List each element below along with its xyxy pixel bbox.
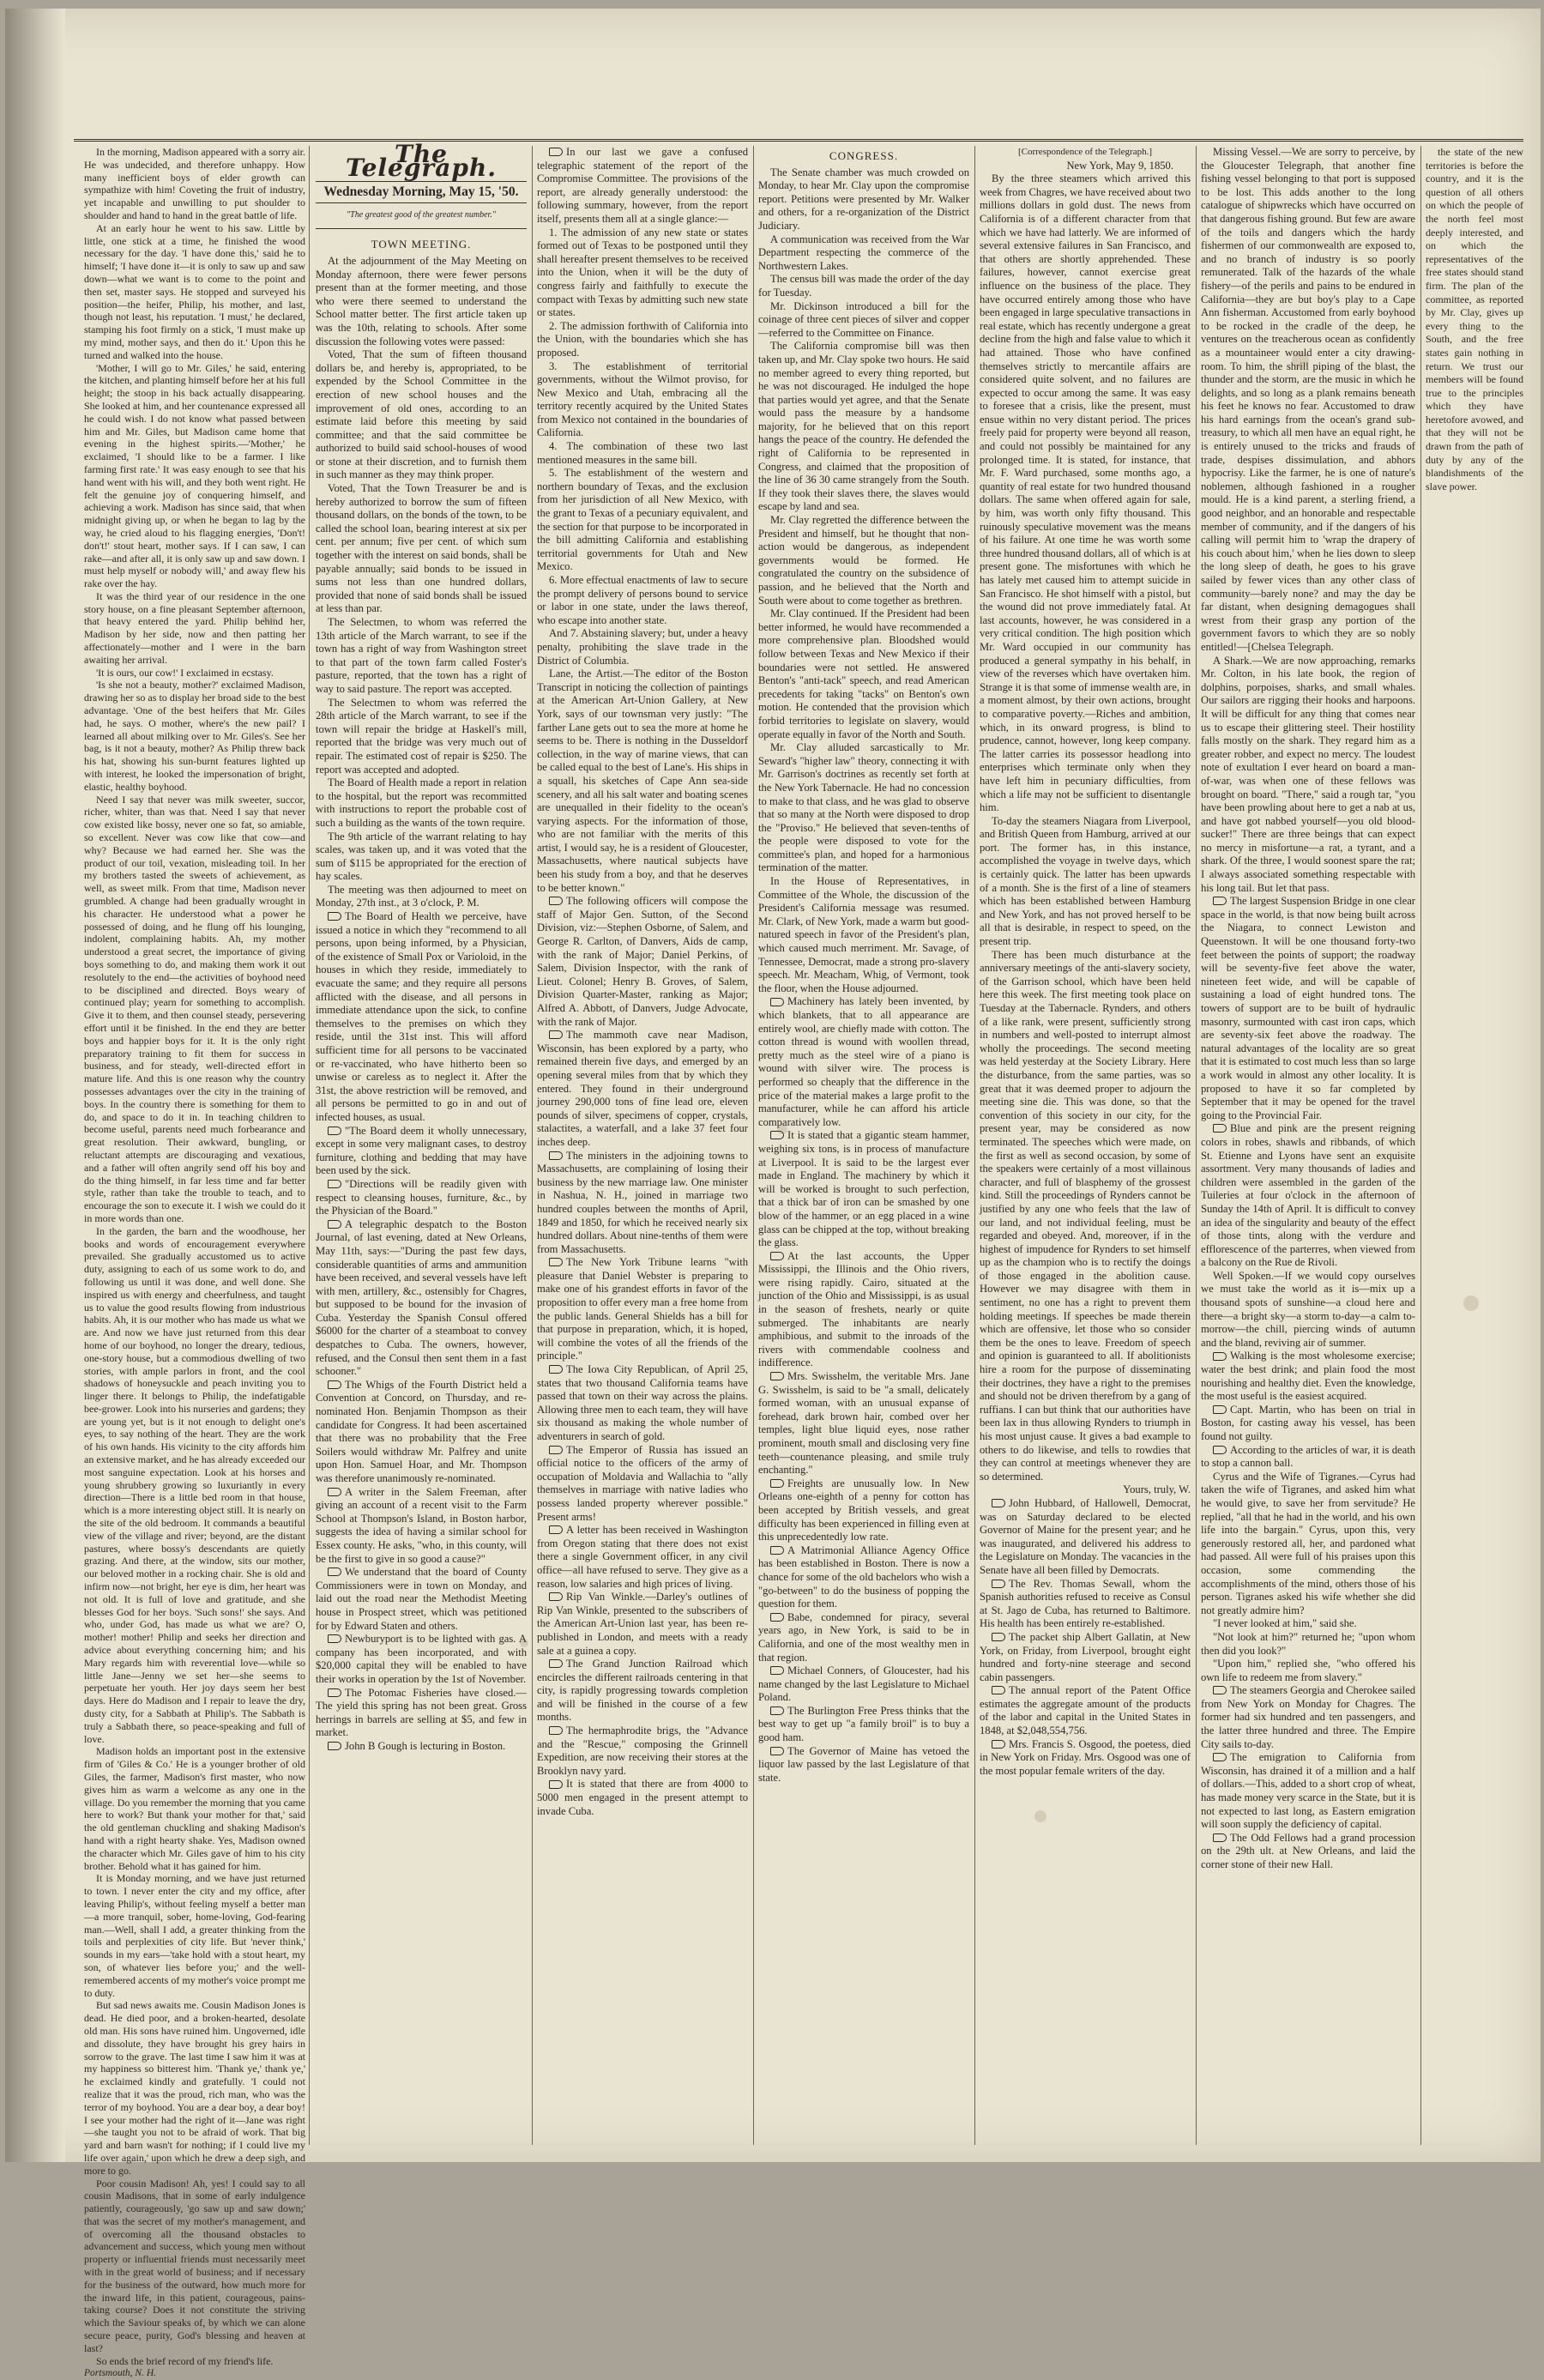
- article-paragraph: Blue and pink are the present reigning colors in robes, shawls and ribbands, of which St. Etienne and Lyons have sent an exquisite assortment. Very many thousands of ladies and children were assembled in the garden of the Tuileries at four o'clock in the afternoon of Sunday the 14th of April. It is difficult to convey an idea of the singularity and beauty of the effect of those tints, along with the verdure and efflorescence of the parterres, when viewed from a balcony on the Rue de Rivoli.: [1201, 1122, 1415, 1269]
- article-paragraph: The census bill was made the order of the day for Tuesday.: [758, 273, 969, 299]
- paper-stain: [1034, 1810, 1046, 1822]
- article-paragraph: The Potomac Fisheries have closed.—The yield this spring has not been great. Gross herrings in barrels are selling at $5, and few in market.: [316, 1686, 527, 1739]
- paper-stain: [520, 1639, 528, 1647]
- pointing-hand-icon: [1213, 1352, 1227, 1361]
- pointing-hand-icon: [328, 1742, 341, 1750]
- column-2-local-news: [316, 140, 528, 2145]
- top-rule: [74, 139, 1523, 142]
- article-paragraph: Machinery has lately been invented, by which blankets, that to all appearance are entirely wool, are chiefly made with cotton. The cotton thread is wound with woollen thread, pretty much as the steel wire of a piano is wound with silver wire. The process is performed so cheaply that the difference in the price of the material makes a large profit to the manufacturer, while he can afford his article comparatively low.: [758, 995, 969, 1128]
- article-paragraph: A writer in the Salem Freeman, after giving an account of a recent visit to the Farm School at Thompson's Island, in Boston harbor, suggests the idea of having a similar school for Essex county. He asks, "who, in this county, will be the first to give in so good a cause?": [316, 1485, 527, 1565]
- article-paragraph: Capt. Martin, who has been on trial in Boston, for casting away his vessel, has been found not guilty.: [1201, 1403, 1415, 1442]
- pointing-hand-icon: [1213, 1446, 1227, 1454]
- story-byline: Portsmouth, N. H.: [84, 2368, 157, 2379]
- article-paragraph: Babe, condemned for piracy, several years ago, in New York, is said to be in California, and one of the most wealthy men in that region.: [758, 1610, 969, 1664]
- masthead-title: The Telegraph.: [345, 140, 498, 182]
- article-paragraph: "I never looked at him," said she.: [1213, 1617, 1357, 1630]
- article-paragraph: The New York Tribune learns "with pleasure that Daniel Webster is preparing to make one of his grandest efforts in favor of the proposition to offer every man a free home from the public lands. General Shields has a bill for that purpose in preparation, which, it is hoped, will combine the votes of all the friends of the principle.": [537, 1256, 748, 1362]
- article-paragraph: Mr. Clay continued. If the President had been better informed, he would have recommended a more comprehensive plan. Bloodshed would follow between Texas and New Mexico if their boundaries were not settled. He answered Benton's "anti-tack" speech, and read American precedents for taking "tacks" on Benton's own motion. He contended that the provision which forbid territories to legislate on slavery, would operate equally in favor of the North and South.: [758, 607, 969, 740]
- article-paragraph: 6. More effectual enactments of law to secure the prompt delivery of persons bound to service or labor in one state, under the laws thereof, who escape into another state.: [537, 574, 748, 626]
- article-paragraph: 'Mother, I will go to Mr. Giles,' he said, entering the kitchen, and planting himself before her at his full height; the stoop in his back actually disappearing. She looked at him, and her countenance expressed all he could wish. I do not know what passed between him and Mr. Giles, but Madison came home that evening in the highest spirits.—'Mother,' he exclaimed, 'I should like to be a farmer. I like farming first rate.' It was easy enough to see that his hand went with his will, and they both went right. He felt the genuine joy of conquering himself, and achieving a work. Madison has since said, that when midnight giving up, or when he began to lag by the way, he cried aloud to his flagging energies, 'Don't! don't!' stout heart, mother says. If I can saw, I can rake—and after all, it is only saw up and saw down. I must help myself or nobody will,' and away flew his rake over the hay.: [84, 361, 305, 590]
- article-paragraph: 3. The establishment of territorial governments, without the Wilmot proviso, for New Mexico and Utah, embracing all the territory recently acquired by the United States from Mexico not contained in the boundaries of California.: [537, 359, 748, 439]
- article-paragraph: The Board of Health we perceive, have issued a notice in which they "recommend to all persons, upon being informed, by a Physician, of the existence of Small Pox or Varioloid, in the houses in which they reside, immediately to evacuate the same; and they require all persons afflicted with the disease, and all persons in immediate attendance upon the sick, to confine themselves to the premises on which they reside, until the 31st inst. This will afford sufficient time for all persons to be vaccinated or re-vaccinated, who have hitherto been so unwise or careless as to neglect it. After the 31st, the above restriction will be removed, and all persons be permitted to go in and out of infected houses, as usual.: [316, 910, 528, 1123]
- article-paragraph: A Shark.—We are now approaching, remarks Mr. Colton, in his late book, the region of dolphins, porpoises, sharks, and small whales. Our sailors are rigging their hooks and harpoons. It will be difficult for any thing that comes near us to escape their glittering steel. Their hostility falls mostly on the shark. They regard him as a greater robber, and expect no mercy. The loudest note of exultation I ever heard on board a man-of-war, was when one of these fellows was brought on board. "There," said a rough tar, "you have been prowling about here to get a nab at us, and have got nabbed yourself—you old blood-sucker!" There are three beings that can expect no mercy in misfortune—a rat, a tyrant, and a shark. Of the three, I would soonest spare the rat; I always associated something respectable with his long tail. But let that pass.: [1201, 654, 1415, 894]
- article-paragraph: And 7. Abstaining slavery; but, under a heavy penalty, prohibiting the slave trade in the District of Columbia.: [537, 627, 748, 667]
- article-paragraph: 'It is ours, our cow!' I exclaimed in ecstasy.: [96, 666, 274, 679]
- article-paragraph: Mr. Dickinson introduced a bill for the coinage of three cent pieces of silver and copper—referred to the Committee on Finance.: [758, 299, 969, 339]
- column-separator: [532, 146, 533, 2145]
- pointing-hand-icon: [328, 1634, 341, 1643]
- article-paragraph: The Odd Fellows had a grand procession on the 29th ult. at New Orleans, and laid the corner stone of their new Hall.: [1201, 1831, 1415, 1870]
- column-7-partial: [1426, 146, 1523, 2145]
- column-2-paragraphs: [316, 255, 527, 1754]
- article-paragraph: The largest Suspension Bridge in one clear space in the world, is that now being built across the Niagara, to connect Lewiston and Queenstown. It will be one thousand forty-two feet between the points of support; the roadway will be seventy-five feet above the water, nineteen feet wide, and will be capable of sustaining a load of eight hundred tons. The towers of support are to be built of hydraulic masonry, surmounted with cast iron caps, which are seventy-six feet above the roadway. The natural advantages of the locality are so great that it is estimated to cost much less than so large a work would in almost any other locality. It is proposed to have it so far completed by September that it may be opened for the travel going to the Provincial Fair.: [1201, 895, 1415, 1121]
- article-paragraph: It is Monday morning, and we have just returned to town. I never enter the city and my office, after leaving Philip's, without feeling myself a better man—a more tranquil, sober, home-loving, God-fearing man.—Well, shall I add, a greater thinking from the toils and perplexities of city life. But 'never think,' sounds in my ears—'take hold with a stout heart, my son, of whatever lies before you;' and the well-remembered accents of my mother's voice prompt me to duty.: [84, 1872, 305, 1999]
- pointing-hand-icon: [549, 1365, 563, 1374]
- article-paragraph: 5. The establishment of the western and northern boundary of Texas, and the exclusion from her jurisdiction of all New Mexico, with the grant to Texas of a pecuniary equivalent, and the section for that purpose to be incorporated in the bill admitting California and establishing territorial governments for Utah and New Mexico.: [537, 467, 748, 573]
- pointing-hand-icon: [549, 148, 563, 156]
- article-paragraph: The annual report of the Patent Office estimates the aggregate amount of the products of the labor and capital in the United States in 1848, at $2,048,554,756.: [980, 1684, 1191, 1737]
- article-paragraph: "The Board deem it wholly unnecessary, except in some very malignant cases, to destroy furniture, clothing and bedding that may have been used by the sick.: [316, 1124, 527, 1177]
- article-paragraph: The emigration to California from Wisconsin, has drained it of a million and a half of dollars.—This, added to a short crop of wheat, has made money very scarce in the State, but it is not expected to last long, as Eastern emigration will soon supply the deficiency of capital.: [1201, 1751, 1415, 1831]
- article-paragraph: 'Is she not a beauty, mother?' exclaimed Madison, drawing her so as to display her broad side to the best advantage. 'One of the best heifers that Mr. Giles had, he says. O mother, where's the new pail? I learned all about milking over to Mr. Giles's. See her bag, is it not a beauty, mother? As Philip threw back his hat, showing his sun-burnt features lighted up with interest, he looked the impersonation of bright, elastic, healthy boyhood.: [84, 679, 305, 793]
- pointing-hand-icon: [549, 897, 563, 905]
- pointing-hand-icon: [770, 1706, 784, 1715]
- article-paragraph: The Selectmen, to whom was referred the 13th article of the March warrant, to see if the town has a right of way from Washington street to that part of the town farm called Foster's pasture, reported, that the town has a right of way to said pasture. The report was accepted.: [316, 616, 527, 695]
- article-paragraph: 2. The admission forthwith of California into the Union, with the boundaries which she has proposed.: [537, 319, 748, 359]
- column-7-paragraphs: [1426, 146, 1523, 493]
- article-paragraph: The Governor of Maine has vetoed the liquor law passed by the last Legislature of that state.: [758, 1744, 969, 1784]
- article-paragraph: The packet ship Albert Gallatin, at New York, on Friday, from Liverpool, brought eight hundred and forty-nine steerage and second cabin passengers.: [980, 1630, 1191, 1683]
- pointing-hand-icon: [992, 1686, 1005, 1694]
- article-paragraph: The Grand Junction Railroad which encircles the different railroads centering in that city, is rapidly progressing towards completion and will be finished in the course of a few months.: [537, 1658, 748, 1724]
- article-paragraph: Mr. Clay alluded sarcastically to Mr. Seward's "higher law" theory, connecting it with Mr. Garrison's doctrines as recently set forth at the New York Tabernacle. He had no concession to make to that class, and he was glad to observe that so many at the North were disposed to drop the "Proviso." He believed that seven-tenths of the people were disposed to vote for the committee's plan, and hoped for a harmonious termination of the matter.: [758, 741, 969, 874]
- paper-stain: [1463, 1296, 1479, 1311]
- column-separator: [974, 146, 975, 2145]
- article-paragraph: Well Spoken.—If we would copy ourselves we must take the world as it is—mix up a thousand spots of sunshine—a cloud here and there—a bright sky—a storm to-day—a calm to-morrow—the chill, piercing winds of autumn and the bland, reviving air of summer.: [1201, 1269, 1415, 1349]
- article-paragraph: "Upon him," replied she, "who offered his own life to redeem me from slavery.": [1201, 1658, 1415, 1683]
- pointing-hand-icon: [549, 1258, 563, 1266]
- article-paragraph: By the three steamers which arrived this week from Chagres, we have received about two millions dollars in gold dust. The news from California is of a different character from that which we have had latterly. We are informed of several extensive failures in San Francisco, and that others are shortly apprehended. These failures, however, cannot exercise great influence on the business of the place. They have occurred entirely among those who have been engaged in large speculative transactions in real estate, which has recently undergone a great decline from the high and false value to which it had attained. Those who have confined themselves strictly to mercantile affairs are considered quite solvent, and no failures are expected to occur among the same. It was easy to foresee that a crisis, like the present, must ensue within no very distant period. The prices freely paid for property were beyond all reason, and could not possibly be maintained for any prolonged time. It is stated, for instance, that Mr. F. Ward purchased, some months ago, a quantity of real estate for two hundred thousand dollars. The same when offered again for sale, by him, was worth only fifty thousand. This ruinously speculative movement was the means of his failure. At one time he was worth some three hundred thousand dollars, all of which is at present gone. The misfortunes with which he has lately met caused him to attempt suicide in San Francisco. He shot himself with a pistol, but the wound did not prove immediately fatal. At last accounts, however, he was considered in a very critical condition. The high position which Mr. Ward occupied in our community has produced a general sympathy in his behalf, in view of the reverses which have overtaken him. Strange it is that some of immense wealth are, in a moment almost, by their own actions, brought to comparative poverty.—Riches and ambition, which, in its onward progress, is blind to prudence, cannot, however, long keep company. The latter carries its possessor headlong into enterprises which terminate only when they have left him in pecuniary difficulties, from which a life may not be sufficient to disentangle him.: [980, 172, 1191, 814]
- pointing-hand-icon: [549, 1446, 563, 1454]
- column-5-paragraphs: [980, 172, 1191, 1483]
- pointing-hand-icon: [770, 1613, 784, 1622]
- article-paragraph: But sad news awaits me. Cousin Madison Jones is dead. He died poor, and a broken-hearted, desolate old man. His sons have ruined him. Ungoverned, idle and dissolute, they have brought his grey hairs in sorrow to the grave. The last time I saw him it was at my happiness so bitterest him. 'Thank ye,' thank ye,' he exclaimed kindly and gratefully. 'I could not realize that it was the proud, rich man, who was the terror of my boyhood. You are a dear boy, a dear boy! I see your mother had the right of it—Jane was right—she taught you not to be afraid of work. That big yard and barn wasn't for nothing; if I could live my life over again,' upon which he drew a deep sigh, and more to go.: [84, 1999, 305, 2177]
- article-paragraph: The following officers will compose the staff of Major Gen. Sutton, of the Second Division, viz:—Stephen Osborne, of Salem, and George R. Carlton, of Danvers, Aids de camp, with the rank of Major; Daniel Perkins, of Salem, Division Inspector, with the rank of Lieut. Colonel; Henry B. Groves, of Salem, Division Quarter-Master, ranking as Major; Alfred A. Abbott, of Danvers, Judge Advocate, with the rank of Major.: [537, 895, 748, 1028]
- column-6-miscellany: [1201, 146, 1415, 2145]
- pointing-hand-icon: [549, 1525, 563, 1534]
- article-paragraph: Madison holds an important post in the extensive firm of 'Giles & Co.' He is a younger brother of old Giles, the farmer, Madison's first master, who now gives him as warm a welcome as any one in the village. Do you remember the morning that you came here to work? But thank your mother for that,' said the old gentleman chuckling and shaking Madison's hand with a right hearty shake. Yes, Madison owned the character which Mr. Giles gave of him to his city brother. Behold what it has gained for him.: [84, 1745, 305, 1872]
- pointing-hand-icon: [992, 1580, 1005, 1588]
- article-paragraph: Rip Van Winkle.—Darley's outlines of Rip Van Winkle, presented to the subscribers of the American Art-Union last year, has been re-published in London, and meets with a ready sale at a guinea a copy.: [537, 1591, 748, 1657]
- article-paragraph: 4. The combination of these two last mentioned measures in the same bill.: [537, 440, 748, 466]
- article-paragraph: It is stated that a gigantic steam hammer, weighing six tons, is in process of manufacture at Liverpool. It is said to be the largest ever made in England. The machinery by which it will be worked is brought to such perfection, that a thick bar of iron can be smashed by one blow of the hammer, or an egg placed in a wine glass can be chipped at the top, without breaking the glass.: [758, 1129, 969, 1249]
- column-4-congress: [758, 146, 969, 2145]
- article-paragraph: "Directions will be readily given with respect to cleansing houses, furniture, &c., by the Physician of the Board.": [316, 1177, 527, 1217]
- pointing-hand-icon: [549, 1151, 563, 1160]
- article-paragraph: John B Gough is lecturing in Boston.: [316, 1740, 527, 1754]
- paper-stain: [777, 1124, 787, 1134]
- article-paragraph: We understand that the board of County Commissioners were in town on Monday, and laid out the road near the Methodist Meeting house in Prospect street, which was petitioned for by Edward Staten and others.: [316, 1566, 527, 1632]
- pointing-hand-icon: [549, 1659, 563, 1668]
- article-paragraph: The steamers Georgia and Cherokee sailed from New York on Monday for Chagres. The former had six hundred and ten passengers, and the latter three hundred and three. The Empire City sails to-day.: [1201, 1684, 1415, 1750]
- article-paragraph: There has been much disturbance at the anniversary meetings of the anti-slavery society, of the Garrison school, which have been held here this week. The first meeting took place on Tuesday at the Tabernacle. Rynders, and others of a like rank, were present, sufficiently strong in numbers and well-posted to interrupt almost wholly the proceedings. The second meeting was held yesterday at the Society Library. Here the disturbance, from the same parties, was so great that it was deemed proper to adjourn the meeting sine die. This was done, so that the convention of this society in our city, for the present year, may be considered as now terminated. The speeches which were made, on the first as well as second occasion, by some of the speakers were certainly of a most villainous character, and full of blasphemy of the grossest kind. Still the proceedings of Rynders cannot be justified by any one who feels that the law of our land, and not individual feeling, must be regarded and obeyed. And, moreover, if in the highest of impudence for Rynders to set himself up as the champion who is to rectify the doings of those engaged in the abolition cause. However we may disagree with them in sentiment, no one has a right to prevent them holding meetings. If speeches be made therein which are offensive, let those who so consider them be the ones to leave. Freedom of speech and opinion is guaranteed to all. If abolitionists hire a room for the purpose of disseminating their doctrines, they have a right to the premises and should not be driven therefrom by a gang of ruffians. I can but think that our authorities have been lax in thus allowing Rynders to triumph in his most unjust cause. It gives a bad example to others to do likewise, and tells to rowdies that they can control at meetings whenever they are so determined.: [980, 948, 1191, 1483]
- article-paragraph: Newburyport is to be lighted with gas. A company has been incorporated, and with $20,000 capital they will be enabled to have their works in operation by the 1st of November.: [316, 1633, 527, 1685]
- pointing-hand-icon: [328, 1127, 341, 1135]
- pointing-hand-icon: [1213, 1405, 1227, 1414]
- column-5-correspondence: [980, 146, 1191, 2145]
- article-paragraph: In the morning, Madison appeared with a sorry air. He was undecided, and therefore unhappy. How many inefficient boys of elder growth can sympathize with him! Coveting the fruit of industry, yet incapable and unwilling to put shoulder to shoulder and hand to hand in the great battle of life.: [84, 146, 305, 221]
- pointing-hand-icon: [549, 1726, 563, 1735]
- pointing-hand-icon: [770, 1546, 784, 1555]
- article-paragraph: Poor cousin Madison! Ah, yes! I could say to all cousin Madisons, that in some of early indulgence patiently, courageously, 'go saw up and saw down;' that was the secret of my mother's management, and of overcoming all the thousand obstacles to advancement and success, which young men without property or influential friends must necessarily meet with in the great world of business; and if necessary for the business of the outward, how much more for the inward life, in this patient, courageous, pains-taking course? Does it not constitute the striving which the Saviour speaks of, by which we can alone secure peace, purity, God's blessing and heaven at last?: [84, 2177, 305, 2354]
- article-paragraph: A communication was received from the War Department respecting the commerce of the Northwestern Lakes.: [758, 233, 969, 272]
- pointing-hand-icon: [770, 1747, 784, 1755]
- article-paragraph: To-day the steamers Niagara from Liverpool, and British Queen from Hamburg, arrived at our port. The former has, in this instance, accomplished the voyage in twelve days, which is certainly quick. The latter has been upwards of a month. She is the first of a line of steamers which has been established between Hamburg and New York, and has not proved herself to be all that is desirable, in respect to speed, on the present trip.: [980, 814, 1191, 948]
- pointing-hand-icon: [1213, 1753, 1227, 1761]
- pointing-hand-icon: [1213, 897, 1227, 905]
- article-paragraph: Mrs. Swisshelm, the veritable Mrs. Jane G. Swisshelm, is said to be "a small, delicately formed woman, with an unusual expanse of forehead, dark brown hair, combed over her temples, light blue liquid eyes, nose rather prominent, mouth small and disclosing very fine teeth—countenance pleasing, and smile truly enchanting.": [758, 1370, 969, 1477]
- article-paragraph: Voted, That the sum of fifteen thousand dollars be, and hereby is, appropriated, to be expended by the School Committee in the erection of new school houses and the improvement of old ones, according to an estimate laid before this meeting by said committee; and that the said committee be authorized to build said school-houses of wood or stone at their discretion, and to furnish them in such manner as they may think proper.: [316, 348, 527, 481]
- column-separator: [309, 146, 310, 2145]
- pointing-hand-icon: [770, 1479, 784, 1488]
- column-separator: [1196, 146, 1197, 2145]
- article-paragraph: A telegraphic despatch to the Boston Journal, of last evening, dated at New Orleans, May 11th, says:—"During the past few days, considerable quantities of arms and ammunition have been received, and several vessels have left with men, artillery, &c., ostensibly for Chagres, but supposed to be bound for the invasion of Cuba. Yesterday the Spanish Consul offered $6000 for the charter of a steamboat to convey despatches to Cuba. The owners, however, refused, and the Consul then sent them in a fast schooner.": [316, 1217, 527, 1378]
- article-paragraph: John Hubbard, of Hallowell, Democrat, was on Saturday declared to be elected Governor of Maine for the present year; and he was inaugurated, and delivered his address to the Legislature on Monday. The vacancies in the Senate have all been filled by Democrats.: [980, 1496, 1191, 1576]
- pointing-hand-icon: [328, 912, 341, 921]
- pointing-hand-icon: [328, 1220, 341, 1229]
- pointing-hand-icon: [328, 1380, 341, 1389]
- newspaper-page: [5, 9, 1541, 2379]
- article-paragraph: the state of the new territories is before the country, and it is the question of all others on which the people of the north feel most deeply interested, and on which the representatives of the free states should stand firm. The plan of the committee, as reported by Mr. Clay, gives up every thing to the South, and the free states gain nothing in return. We trust our members will be found true to the principles which they have heretofore avowed, and that they will not be drawn from the path of duty by any of the blandishments of the slave power.: [1426, 146, 1523, 492]
- article-paragraph: The Selectmen to whom was referred the 28th article of the March warrant, to see if the town will repair the bridge at Haskell's mill, reported that the bridge was very much out of repair. The estimated cost of repair is $250. The report was accepted and adopted.: [316, 696, 527, 776]
- correspondence-dateline: New York, May 9, 1850.: [1066, 159, 1173, 172]
- column-1-story: [84, 146, 305, 2379]
- article-paragraph: The Senate chamber was much crowded on Monday, to hear Mr. Clay upon the compromise report. Petitions were presented by Mr. Walker and others, for a re-organization of the District Judiciary.: [758, 166, 969, 232]
- article-paragraph: A Matrimonial Alliance Agency Office has been established in Boston. There is now a chance for some of the old bachelors who wish a "go-between" to do the business of popping the question for them.: [758, 1543, 969, 1610]
- article-paragraph: In the garden, the barn and the woodhouse, her books and words of encouragement everywhere prevailed. She gradually accustomed us to active duty, assigning to each of us some work to do, and following us until it was done, and well done. She inspired us with energy and cheerfulness, and taught us to value the good results flowing from industrious habits. Ah, it is our mother who has made us what we are. And now we have just returned from this dear home of our boyhood, no longer the dreary, tedious, one-story house, but a commodious dwelling of two stories, with ample parlors in front, and the cool shadows of honeysuckle and peach inviting you to linger there. It belongs to Philip, the indefatigable bee-grower. Look into his nurseries and gardens; they are young yet, but is it not enough to delight one's eyes, to say nothing of the heart. They are the work of his own hands. His vicinity to the city affords him an extensive market, and he has already exceeded our most sanguine expectation. Look at his horses and young shrubbery growing so luxuriantly in every direction—There is a little bed room in that house, which is a more interesting object still. It is nearly on the site of the old bedroom. It commands a beautiful view of the village and river; beyond, are the distant pastures, where bossy's descendants are quietly grazing. And there, at the window, sits our mother, our beloved mother in a rocking chair. She is old and infirm now—not bright, her eye is dim, her heart was not old. It is full of love and gratitude, and she blesses God for her boys. 'Such sons!' she says. And who, under God, has made us what we are? O, mother! mother! Philip and seeks her direction and advice about everything concerning him; and his Mary regards him with reverential love—while so little Jane—Jenny we set her—she seems to perpetuate her youth. Her joy days seem her best days. Here do Madison and I repair to leave the dry, dusty city, for a Sabbath at Philip's. The Sabbath is truly a Sabbath there, so peace-speaking and full of love.: [84, 1224, 305, 1745]
- article-paragraph: Lane, the Artist.—The editor of the Boston Transcript in noticing the collection of paintings at the American Art-Union Gallery, at New York, says of our townsman very justly: "The farther Lane gets out to sea the more at home he seems to be. There is nothing in the Dusseldorf collection, in the way of marine views, that can be called equal to the best of Lane's. His ships in a squall, his sketches of Cape Ann sea-side scenery, and all his salt water and boating scenes are unequalled in their fidelity to the ocean's varying aspects. For the information of those, who are not familiar with the merits of this artist, I would say, he is a resident of Gloucester, Massachusetts, where nautical subjects have been his study from a boy, and that he deserves to be better known.": [537, 667, 748, 894]
- article-paragraph: So ends the brief record of my friend's life.: [96, 2354, 274, 2367]
- pointing-hand-icon: [549, 1780, 563, 1789]
- article-paragraph: Freights are unusually low. In New Orleans one-eighth of a penny for cotton has been accepted by British vessels, and great difficulty has been experienced in filling even at this unprecedentedly low rate.: [758, 1477, 969, 1543]
- article-paragraph: At an early hour he went to his saw. Little by little, one stick at a time, he finished the wood necessary for the day. 'I have done this,' said he to himself; 'I have done it—it is only to saw up and saw down—what we want is to come to the point and then set, master says. He stopped and surveyed his position—the heifer, Philip, his mother, and last, though not least, his reputation. 'I must,' he declared, stamping his foot firmly on a stick, 'I must make up my mind, mother says, and then do it.' Upon this he turned and walked into the house.: [84, 221, 305, 361]
- page-binding-edge: [5, 9, 65, 2162]
- article-paragraph: Missing Vessel.—We are sorry to perceive, by the Gloucester Telegraph, that another fine fishing vessel belonging to that port is supposed to be lost. This adds another to the long catalogue of shipwrecks which have occurred on that dangerous fishing ground. But few are aware of the toils and dangers which the hardy fishermen of our commonwealth are exposed to, and no branch of industry is so poorly remunerated. Talk of the hazards of the whale fishery—of the perils and pains to be endured in California—they are but boy's play to a Cape Ann fisherman. Accustomed from early boyhood to be rocked in the cradle of the deep, he ventures on the treacherous ocean as confidently as a mountaineer would enter a city drawing-room. To him, the shrill piping of the blast, the thunder and the storm, are the music in which he delights, and so long as a plank remains beneath his feet he knows no fear. Accustomed to draw his hard earnings from the ocean's grand sub-treasury, to which all men have an equal right, he is entirely unused to the tricks and frauds of trade, despises dissimulation, and abhors hypocrisy. Like the farmer, he is one of nature's noblemen, although fashioned in a rougher mould. He is a kind parent, a sterling friend, a good neighbor, and an honorable and respectable member of community, and if the dangers of his calling will permit him to 'wrap the drapery of his couch about him,' when he lies down to sleep the long sleep of death, he goes to his grave sailed by fewer vices than any other class of community—barely none? and may the day be far distant, when designing demagogues shall wrest from their grasp any portion of the government favors to which they are so nobly entitled!—[Chelsea Telegraph.: [1201, 146, 1415, 653]
- pointing-hand-icon: [1213, 1686, 1227, 1694]
- column-6-paragraphs: [1201, 146, 1415, 1872]
- article-paragraph: Cyrus and the Wife of Tigranes.—Cyrus had taken the wife of Tigranes, and asked him what he would give, to save her from servitude? He replied, "all that he had in the world, and his own life into the bargain." Cyrus, upon this, very generously restored all, her, and pardoned what had passed. All were full of his praises upon this occasion, some commending the accomplishments of the mind, others those of his person. Tigranes asked his wife whether she did not greatly admire him?: [1201, 1470, 1415, 1616]
- issue-date: Wednesday Morning, May 15, '50.: [316, 181, 527, 203]
- pointing-hand-icon: [770, 998, 784, 1006]
- paper-stain: [1292, 352, 1309, 369]
- article-paragraph: The Iowa City Republican, of April 25, states that two thousand California teams have passed that town on their way across the plains. Allowing three men to each team, they will have six thousand as making the whole number of adventurers in search of gold.: [537, 1363, 748, 1442]
- article-paragraph: The Rev. Thomas Sewall, whom the Spanish authorities refused to receive as Consul at St. Jago de Cuba, has returned to Baltimore. His health has been entirely re-established.: [980, 1577, 1191, 1630]
- article-paragraph: In the House of Representatives, in Committee of the Whole, the discussion of the President's California message was resumed. Mr. Clark, of New York, made a warm but good-natured speech in favor of the President's plan, which caused much merriment. Mr. Savage, of Tennessee, Democrat, made a strong pro-slavery speech. Mr. Meacham, Whig, of Vermont, took the floor, when the House adjourned.: [758, 875, 969, 994]
- pointing-hand-icon: [992, 1633, 1005, 1641]
- pointing-hand-icon: [328, 1488, 341, 1496]
- pointing-hand-icon: [549, 1030, 563, 1039]
- article-paragraph: The Whigs of the Fourth District held a Convention at Concord, on Thursday, and re-nominated Hon. Benjamin Thompson as their candidate for Congress. It had been ascertained that there was no probability that the Free Soilers would withdraw Mr. Palfrey and unite upon Hon. Samuel Hoar, and Mr. Thompson was therefore unanimously re-nominated.: [316, 1378, 527, 1484]
- article-paragraph: The meeting was then adjourned to meet on Monday, 27th inst., at 3 o'clock, P. M.: [316, 883, 527, 909]
- article-paragraph: Michael Conners, of Gloucester, had his name changed by the last Legislature to Michael Poland.: [758, 1664, 969, 1704]
- pointing-hand-icon: [992, 1740, 1005, 1749]
- town-meeting-heading: TOWN MEETING.: [371, 238, 472, 251]
- article-paragraph: The Burlington Free Press thinks that the best way to get up "a family broil" is to buy a good ham.: [758, 1704, 969, 1744]
- correspondence-signoff: Yours, truly, W.: [1123, 1483, 1191, 1496]
- article-paragraph: It is stated that there are from 4000 to 5000 men engaged in the present attempt to invade Cuba.: [537, 1778, 748, 1817]
- article-paragraph: The California compromise bill was then taken up, and Mr. Clay spoke two hours. He said no member agreed to every thing reported, but he was not discouraged. He indulged the hope that parties would yet agree, and that the Senate would pass the measure by a handsome majority, for he believed that on this report hangs the peace of the country. He defended the right of California to be represented in Congress, and claimed that the proposition of the line of 36 30 came strangely from the South. If they took their slaves there, the slaves would escape by land and sea.: [758, 340, 969, 513]
- article-paragraph: At the last accounts, the Upper Mississippi, the Illinois and the Ohio rivers, were rising rapidly. Cairo, situated at the junction of the Ohio and Mississippi, is as usual in the season of freshets, nearly or quite submerged. The inhabitants are nearly amphibious, and submit to the inroads of the rivers with commendable coolness and indifference.: [758, 1249, 969, 1369]
- pointing-hand-icon: [328, 1688, 341, 1697]
- congress-heading: CONGRESS.: [829, 149, 899, 162]
- column-5-items: [980, 1497, 1191, 1778]
- paper-stain: [262, 609, 276, 623]
- article-paragraph: At the adjournment of the May Meeting on Monday afternoon, there were fewer persons present than at the former meeting, and those who were there seemed to understand the School matter better. The first article taken up was the 10th, relating to schools. After some discussion the following votes were passed:: [316, 254, 527, 347]
- pointing-hand-icon: [1213, 1833, 1227, 1842]
- article-paragraph: The Emperor of Russia has issued an official notice to the officers of the army of occupation of Moldavia and Wallachia to "ally themselves in marriage with native ladies who possess landed property wherever possible." Present arms!: [537, 1443, 748, 1523]
- article-paragraph: "Not look at him?" returned he; "upon whom then did you look?": [1201, 1630, 1415, 1657]
- column-1-paragraphs: [84, 146, 305, 2367]
- pointing-hand-icon: [549, 1592, 563, 1601]
- pointing-hand-icon: [770, 1372, 784, 1380]
- pointing-hand-icon: [328, 1568, 341, 1576]
- article-paragraph: The 9th article of the warrant relating to hay scales, was taken up, and it was voted that the sum of $115 be appropriated for the erection of hay scales.: [316, 830, 527, 883]
- article-paragraph: The mammoth cave near Madison, Wisconsin, has been explored by a party, who remained therein five days, and emerged by an opening several miles from that by which they entered. They found in their underground journey 290,000 tons of fine lead ore, eleven pounds of silver, specimens of copper, crystals, stalactites, a waterfall, and a lake 37 feet four inches deep.: [537, 1029, 748, 1148]
- pointing-hand-icon: [1213, 1124, 1227, 1133]
- pointing-hand-icon: [770, 1252, 784, 1260]
- article-paragraph: The Board of Health made a report in relation to the hospital, but the report was recommitted with instructions to report the probable cost of such a building as the wants of the town require.: [316, 776, 527, 829]
- masthead-motto: "The greatest good of the greatest number.": [316, 208, 527, 230]
- article-paragraph: According to the articles of war, it is death to stop a cannon ball.: [1201, 1443, 1415, 1470]
- column-separator: [753, 146, 754, 2145]
- column-3-compromise-report: [537, 146, 748, 2145]
- correspondence-label: [Correspondence of the Telegraph.]: [1017, 147, 1153, 157]
- column-separator: [1420, 146, 1421, 2145]
- article-paragraph: Need I say that never was milk sweeter, succor, richer, whiter, than was that. Need I say that never cow existed like bossy, never one so fat, so amiable, so excellent. Never was cow like that cow—and why? Because we had earned her. She was the product of our toil, vexation, misleading toil. In her my brothers tasted the sweets of achievement, as well, as sweet milk. From that time, Madison never grumbled. A change had been gradually wrought in his character. He understood what a power he possessed of doing, and he flung off his lounging, indolent, complaining habits. Ah, my mother understood a great secret, the importance of giving boys something to do, and making them work it out resolutely to the end—the activities of boyhood need to be disciplined and directed. Boys weary of continued play; yearn for something to accomplish. Give it to them, and then counsel steady, persevering effort until it be finished. In the end they are better boys and happier boys for it. It is the only right preparatory training to fit them for success in business, and for steady, well-directed effort in mature life. And this is one reason why the country possesses advantages over the city in the training of boys. In the country there is something for them to do, and space to do it in. In teaching children to become useful, parents need much forbearance and great resolution. Their awkward, bungling, or reluctant attempts are discouraging and vexatious, and a father will often angrily send off his boy and do the thing himself, in far less time and far better style, rather than take the trouble to teach, and to encourage the son to execute it. I wish we could do it in more words than one.: [84, 793, 305, 1224]
- article-paragraph: Mr. Clay regretted the difference between the President and himself, but he thought that non-action would be dangerous, as independent governments would be formed. He congratulated the country on the subsidence of passion, and he believed that the North and South were about to come together as brethren.: [758, 514, 969, 607]
- column-3-paragraphs: [537, 146, 748, 1818]
- column-4-paragraphs: [758, 166, 969, 1785]
- pointing-hand-icon: [992, 1499, 1005, 1507]
- article-paragraph: The hermaphrodite brigs, the "Advance and the "Rescue," composing the Grinnell Expedition, are now receiving their stores at the Brooklyn navy yard.: [537, 1725, 748, 1777]
- pointing-hand-icon: [328, 1180, 341, 1188]
- article-paragraph: Walking is the most wholesome exercise; water the best drink; and plain food the most nourishing and healthy diet. Even the knowledge, the most useful is the easiest acquired.: [1201, 1350, 1415, 1403]
- article-paragraph: In our last we gave a confused telegraphic statement of the report of the Compromise Committee. The provisions of the report, are already generally understood: the following summary, however, from the report itself, presents them all at a single glance:—: [537, 146, 748, 225]
- pointing-hand-icon: [770, 1666, 784, 1675]
- article-paragraph: It was the third year of our residence in the one story house, on a fine pleasant September afternoon, that heavy entered the yard. Philip behind her, Madison by her side, now and then patting her affectionately—mother and I were in the barn awaiting her arrival.: [84, 589, 305, 666]
- article-paragraph: The ministers in the adjoining towns to Massachusetts, are complaining of losing their business by the new marriage law. One minister in Nashua, N. H., joined in marriage two hundred couples between the months of April, 1849 and 1850, for which he received nearly six hundred dollars. About nine-tenths of them were from Massachusetts.: [537, 1149, 748, 1255]
- article-paragraph: 1. The admission of any new state or states formed out of Texas to be postponed until they shall hereafter present themselves to be received into the Union, when it will be the duty of congress fairly and faithfully to execute the compact with Texas by admitting such new state or states.: [537, 226, 748, 319]
- article-paragraph: Mrs. Francis S. Osgood, the poetess, died in New York on Friday. Mrs. Osgood was one of the most popular female writers of the day.: [980, 1737, 1191, 1777]
- article-paragraph: Voted, That the Town Treasurer be and is hereby authorized to borrow the sum of fifteen thousand dollars, on the bonds of the town, to be called the school loan, bearing interest at six per cent. per annum; five per cent. of which sum together with the interest on said bonds, shall be payable annually; said bonds to be issued in sums not less than one hundred dollars, provided that none of said bonds shall be issued at less than par.: [316, 482, 527, 615]
- article-paragraph: A letter has been received in Washington from Oregon stating that there does not exist there a single Government officer, in any civil office—all have refused to serve. They give as a reason, low salaries and high prices of living.: [537, 1524, 748, 1590]
